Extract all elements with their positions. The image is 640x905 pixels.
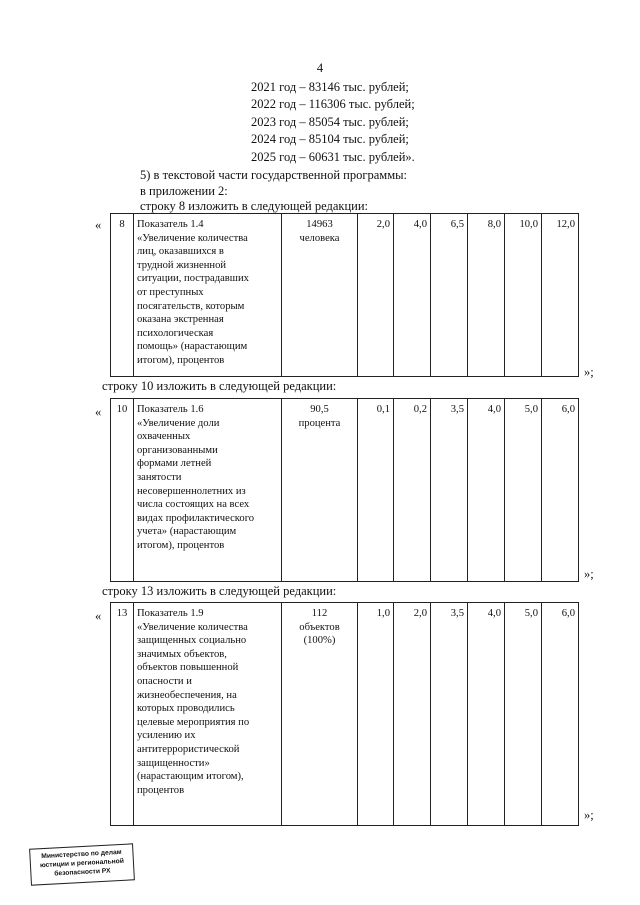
base-line: 90,5 — [310, 404, 329, 415]
funding-line: 2023 год – 85054 тыс. рублей; — [251, 114, 409, 129]
value-cell: 6,0 — [542, 603, 579, 826]
funding-line: 2024 год – 85104 тыс. рублей; — [251, 132, 409, 147]
stamp-line: юстиции и региональной — [39, 857, 125, 870]
indicator-table — [110, 398, 579, 582]
value-cell: 4,0 — [468, 603, 505, 826]
stamp-line: Министерство по делам — [41, 848, 122, 861]
page-number: 4 — [316, 61, 324, 75]
stamp-line: безопасности РХ — [54, 867, 111, 878]
base-line: человека — [299, 232, 340, 244]
indicator-table — [110, 213, 579, 377]
indicator-table — [110, 602, 579, 826]
name-line: помощь» (нарастающим — [137, 341, 248, 353]
name-line: которых проводились — [137, 703, 235, 715]
name-line: «Увеличение доли — [137, 417, 220, 429]
intro-line: 5) в текстовой части государственной программы: — [140, 168, 407, 182]
ministry-stamp — [29, 843, 135, 885]
name-line: Показатель 1.9 — [137, 608, 204, 619]
row-number: 10 — [111, 399, 134, 582]
open-quote: « — [95, 218, 102, 232]
base-line: процента — [298, 417, 341, 429]
value-cell: 4,0 — [468, 399, 505, 582]
name-line: итогом), процентов — [137, 354, 225, 366]
value-cell: 6,5 — [431, 214, 468, 377]
funding-line: 2021 год – 83146 тыс. рублей; — [251, 80, 409, 94]
value-cell: 5,0 — [505, 603, 542, 826]
name-line: охваченных — [137, 431, 191, 443]
value-cell: 0,1 — [358, 399, 394, 582]
amendment-instruction: строку 8 изложить в следующей редакции: — [140, 199, 369, 213]
name-line: значимых объектов, — [137, 648, 227, 660]
name-line: «Увеличение количества — [137, 232, 248, 244]
name-line: защищенных социально — [137, 635, 247, 647]
name-line: занятости — [137, 471, 182, 483]
base-line: 112 — [311, 608, 328, 619]
name-line: учета» (нарастающим — [137, 526, 237, 538]
indicator-name — [134, 603, 282, 826]
value-cell: 1,0 — [358, 603, 394, 826]
amendment-instruction: строку 10 изложить в следующей редакции: — [102, 379, 337, 393]
base-value — [282, 399, 358, 582]
value-cell: 2,0 — [394, 603, 431, 826]
open-quote: « — [95, 609, 102, 623]
intro-line: в приложении 2: — [140, 183, 228, 198]
name-line: усилению их — [137, 730, 196, 742]
name-line: процентов — [137, 784, 185, 796]
name-line: видах профилактического — [137, 512, 255, 524]
name-line: организованными — [137, 444, 218, 456]
name-line: итогом), процентов — [137, 539, 225, 551]
name-line: (нарастающим итогом), — [137, 771, 244, 783]
row-number: 8 — [111, 214, 134, 377]
funding-list — [251, 79, 415, 166]
amendment-instruction: строку 13 изложить в следующей редакции: — [102, 584, 337, 598]
name-line: лиц, оказавшихся в — [137, 246, 224, 258]
close-quote: »; — [584, 567, 594, 581]
row-number: 13 — [111, 603, 134, 826]
value-cell: 3,5 — [431, 399, 468, 582]
value-cell: 12,0 — [542, 214, 579, 377]
value-cell: 8,0 — [468, 214, 505, 377]
value-cell: 0,2 — [394, 399, 431, 582]
name-line: антитеррористической — [137, 743, 240, 755]
name-line: оказана экстренная — [137, 314, 224, 326]
open-quote: « — [95, 405, 102, 419]
base-line: объектов — [299, 621, 340, 633]
name-line: «Увеличение количества — [137, 621, 248, 633]
name-line: формами летней — [137, 458, 212, 470]
name-line: защищенности» — [137, 757, 210, 769]
intro-text — [140, 168, 407, 199]
close-quote: »; — [584, 365, 594, 379]
name-line: целевые мероприятия по — [137, 716, 250, 728]
name-line: жизнеобеспечения, на — [137, 689, 237, 701]
name-line: от преступных — [137, 286, 204, 298]
funding-line: 2025 год – 60631 тыс. рублей». — [251, 149, 415, 164]
indicator-name — [134, 399, 282, 582]
value-cell: 5,0 — [505, 399, 542, 582]
value-cell: 6,0 — [542, 399, 579, 582]
name-line: несовершеннолетних из — [137, 485, 246, 497]
base-value — [282, 214, 358, 377]
base-line: 14963 — [306, 219, 333, 230]
name-line: Показатель 1.4 — [137, 219, 204, 230]
value-cell: 2,0 — [358, 214, 394, 377]
name-line: числа состоящих на всех — [137, 499, 250, 511]
name-line: объектов повышенной — [137, 662, 239, 674]
name-line: ситуации, пострадавших — [137, 273, 249, 285]
indicator-name — [134, 214, 282, 377]
value-cell: 4,0 — [394, 214, 431, 377]
base-value — [282, 603, 358, 826]
close-quote: »; — [584, 808, 594, 822]
name-line: Показатель 1.6 — [137, 404, 204, 415]
value-cell: 10,0 — [505, 214, 542, 377]
base-line: (100%) — [303, 635, 336, 647]
name-line: трудной жизненной — [137, 259, 227, 271]
value-cell: 3,5 — [431, 603, 468, 826]
funding-line: 2022 год – 116306 тыс. рублей; — [251, 97, 415, 112]
name-line: опасности и — [137, 675, 192, 687]
name-line: психологическая — [137, 327, 214, 339]
name-line: посягательств, которым — [137, 300, 245, 312]
